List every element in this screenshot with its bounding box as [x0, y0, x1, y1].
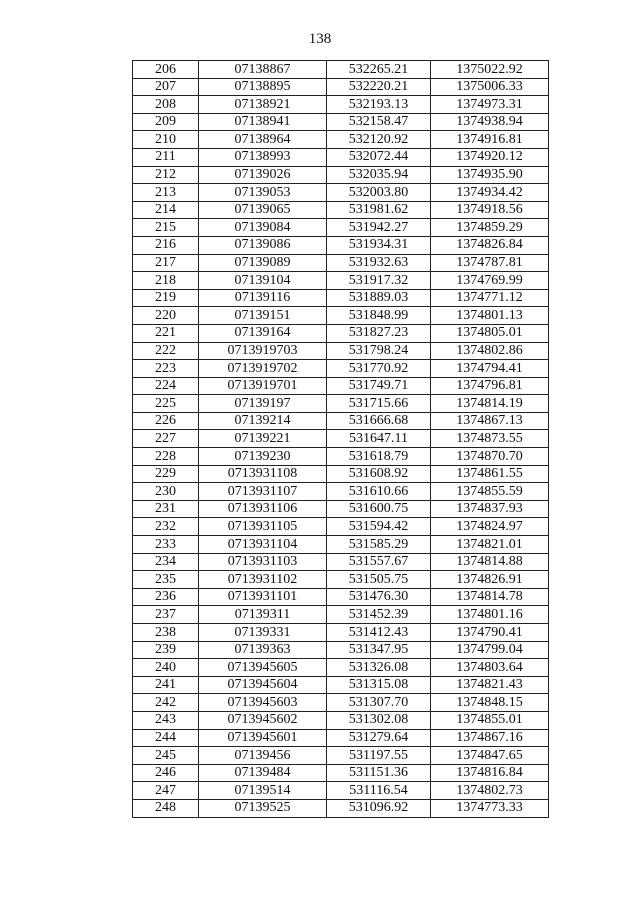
- table-row: [133, 395, 549, 413]
- y-coordinate-cell: 1374837.93: [431, 500, 549, 518]
- point-number-cell: 219: [133, 289, 199, 307]
- y-coordinate-cell: 1374814.78: [431, 588, 549, 606]
- table-row: [133, 272, 549, 290]
- x-coordinate-cell: 531197.55: [327, 747, 431, 765]
- y-coordinate-cell: 1374802.86: [431, 342, 549, 360]
- table-row: [133, 430, 549, 448]
- y-coordinate-cell: 1374803.64: [431, 659, 549, 677]
- point-number-cell: 226: [133, 412, 199, 430]
- table-row: [133, 342, 549, 360]
- point-number-cell: 215: [133, 219, 199, 237]
- x-coordinate-cell: 531505.75: [327, 571, 431, 589]
- point-id-cell: 07139197: [199, 395, 327, 413]
- x-coordinate-cell: 531798.24: [327, 342, 431, 360]
- y-coordinate-cell: 1374870.70: [431, 448, 549, 466]
- point-id-cell: 0713931107: [199, 483, 327, 501]
- x-coordinate-cell: 531600.75: [327, 500, 431, 518]
- x-coordinate-cell: 531326.08: [327, 659, 431, 677]
- table-row: [133, 571, 549, 589]
- y-coordinate-cell: 1374867.16: [431, 729, 549, 747]
- point-id-cell: 0713931104: [199, 536, 327, 554]
- y-coordinate-cell: 1374826.84: [431, 236, 549, 254]
- y-coordinate-cell: 1374847.65: [431, 747, 549, 765]
- table-row: [133, 113, 549, 131]
- table-row: [133, 412, 549, 430]
- point-number-cell: 223: [133, 360, 199, 378]
- x-coordinate-cell: 531279.64: [327, 729, 431, 747]
- point-id-cell: 0713931108: [199, 465, 327, 483]
- x-coordinate-cell: 531452.39: [327, 606, 431, 624]
- point-number-cell: 236: [133, 588, 199, 606]
- y-coordinate-cell: 1374773.33: [431, 799, 549, 817]
- table-row: [133, 184, 549, 202]
- y-coordinate-cell: 1374826.91: [431, 571, 549, 589]
- point-id-cell: 07138941: [199, 113, 327, 131]
- y-coordinate-cell: 1374805.01: [431, 324, 549, 342]
- x-coordinate-cell: 532220.21: [327, 78, 431, 96]
- x-coordinate-cell: 532035.94: [327, 166, 431, 184]
- x-coordinate-cell: 531647.11: [327, 430, 431, 448]
- point-id-cell: 07138895: [199, 78, 327, 96]
- y-coordinate-cell: 1374769.99: [431, 272, 549, 290]
- point-number-cell: 217: [133, 254, 199, 272]
- point-id-cell: 07138921: [199, 96, 327, 114]
- point-id-cell: 07139116: [199, 289, 327, 307]
- table-row: [133, 324, 549, 342]
- point-number-cell: 227: [133, 430, 199, 448]
- table-row: [133, 483, 549, 501]
- table-row: [133, 131, 549, 149]
- table-row: [133, 624, 549, 642]
- point-number-cell: 229: [133, 465, 199, 483]
- point-number-cell: 238: [133, 624, 199, 642]
- point-number-cell: 233: [133, 536, 199, 554]
- table-row: [133, 729, 549, 747]
- point-number-cell: 208: [133, 96, 199, 114]
- y-coordinate-cell: 1374848.15: [431, 694, 549, 712]
- y-coordinate-cell: 1374918.56: [431, 201, 549, 219]
- y-coordinate-cell: 1374867.13: [431, 412, 549, 430]
- point-id-cell: 07139151: [199, 307, 327, 325]
- table-row: [133, 377, 549, 395]
- table-row: [133, 694, 549, 712]
- table-row: [133, 747, 549, 765]
- point-number-cell: 230: [133, 483, 199, 501]
- page-number: 138: [308, 31, 332, 47]
- point-number-cell: 209: [133, 113, 199, 131]
- table-row: [133, 518, 549, 536]
- point-id-cell: 07139084: [199, 219, 327, 237]
- table-row: [133, 553, 549, 571]
- x-coordinate-cell: 531116.54: [327, 782, 431, 800]
- x-coordinate-cell: 531770.92: [327, 360, 431, 378]
- table-row: [133, 96, 549, 114]
- point-id-cell: 07139456: [199, 747, 327, 765]
- x-coordinate-cell: 531618.79: [327, 448, 431, 466]
- point-number-cell: 248: [133, 799, 199, 817]
- table-row: [133, 61, 549, 79]
- x-coordinate-cell: 531412.43: [327, 624, 431, 642]
- x-coordinate-cell: 531610.66: [327, 483, 431, 501]
- y-coordinate-cell: 1374801.13: [431, 307, 549, 325]
- point-id-cell: 0713931105: [199, 518, 327, 536]
- point-number-cell: 214: [133, 201, 199, 219]
- coordinates-table-container: [132, 60, 548, 818]
- point-number-cell: 211: [133, 148, 199, 166]
- table-row: [133, 641, 549, 659]
- y-coordinate-cell: 1374814.88: [431, 553, 549, 571]
- y-coordinate-cell: 1374794.41: [431, 360, 549, 378]
- point-id-cell: 07139026: [199, 166, 327, 184]
- y-coordinate-cell: 1374801.16: [431, 606, 549, 624]
- point-id-cell: 07138964: [199, 131, 327, 149]
- point-id-cell: 0713919701: [199, 377, 327, 395]
- point-id-cell: 07139089: [199, 254, 327, 272]
- x-coordinate-cell: 532158.47: [327, 113, 431, 131]
- y-coordinate-cell: 1374821.43: [431, 676, 549, 694]
- y-coordinate-cell: 1374790.41: [431, 624, 549, 642]
- table-row: [133, 782, 549, 800]
- x-coordinate-cell: 532072.44: [327, 148, 431, 166]
- point-id-cell: 07139484: [199, 764, 327, 782]
- point-number-cell: 231: [133, 500, 199, 518]
- y-coordinate-cell: 1374821.01: [431, 536, 549, 554]
- point-id-cell: 07138993: [199, 148, 327, 166]
- point-number-cell: 234: [133, 553, 199, 571]
- table-row: [133, 764, 549, 782]
- x-coordinate-cell: 532003.80: [327, 184, 431, 202]
- table-row: [133, 659, 549, 677]
- point-id-cell: 0713945605: [199, 659, 327, 677]
- point-id-cell: 0713945602: [199, 711, 327, 729]
- y-coordinate-cell: 1374916.81: [431, 131, 549, 149]
- point-number-cell: 213: [133, 184, 199, 202]
- x-coordinate-cell: 531151.36: [327, 764, 431, 782]
- point-id-cell: 07139221: [199, 430, 327, 448]
- x-coordinate-cell: 531096.92: [327, 799, 431, 817]
- point-number-cell: 222: [133, 342, 199, 360]
- point-id-cell: 07139214: [199, 412, 327, 430]
- point-id-cell: 07139086: [199, 236, 327, 254]
- x-coordinate-cell: 531585.29: [327, 536, 431, 554]
- x-coordinate-cell: 531302.08: [327, 711, 431, 729]
- y-coordinate-cell: 1374859.29: [431, 219, 549, 237]
- x-coordinate-cell: 531932.63: [327, 254, 431, 272]
- table-row: [133, 166, 549, 184]
- point-number-cell: 246: [133, 764, 199, 782]
- table-row: [133, 307, 549, 325]
- y-coordinate-cell: 1374814.19: [431, 395, 549, 413]
- point-number-cell: 237: [133, 606, 199, 624]
- point-id-cell: 0713945603: [199, 694, 327, 712]
- point-number-cell: 239: [133, 641, 199, 659]
- x-coordinate-cell: 531827.23: [327, 324, 431, 342]
- point-id-cell: 07139104: [199, 272, 327, 290]
- point-id-cell: 07138867: [199, 61, 327, 79]
- point-id-cell: 0713945604: [199, 676, 327, 694]
- point-id-cell: 0713931103: [199, 553, 327, 571]
- point-id-cell: 07139363: [199, 641, 327, 659]
- point-number-cell: 224: [133, 377, 199, 395]
- point-id-cell: 0713945601: [199, 729, 327, 747]
- y-coordinate-cell: 1374861.55: [431, 465, 549, 483]
- x-coordinate-cell: 531981.62: [327, 201, 431, 219]
- point-number-cell: 207: [133, 78, 199, 96]
- point-id-cell: 0713919703: [199, 342, 327, 360]
- x-coordinate-cell: 531347.95: [327, 641, 431, 659]
- table-body: [133, 61, 549, 818]
- x-coordinate-cell: 531666.68: [327, 412, 431, 430]
- y-coordinate-cell: 1375006.33: [431, 78, 549, 96]
- point-number-cell: 244: [133, 729, 199, 747]
- y-coordinate-cell: 1374873.55: [431, 430, 549, 448]
- table-row: [133, 448, 549, 466]
- point-number-cell: 228: [133, 448, 199, 466]
- point-number-cell: 206: [133, 61, 199, 79]
- x-coordinate-cell: 531476.30: [327, 588, 431, 606]
- table-row: [133, 536, 549, 554]
- table-row: [133, 360, 549, 378]
- table-row: [133, 201, 549, 219]
- table-row: [133, 711, 549, 729]
- y-coordinate-cell: 1374787.81: [431, 254, 549, 272]
- point-id-cell: 0713931102: [199, 571, 327, 589]
- x-coordinate-cell: 531942.27: [327, 219, 431, 237]
- x-coordinate-cell: 531307.70: [327, 694, 431, 712]
- table-row: [133, 799, 549, 817]
- point-id-cell: 0713931106: [199, 500, 327, 518]
- point-number-cell: 235: [133, 571, 199, 589]
- y-coordinate-cell: 1374771.12: [431, 289, 549, 307]
- point-number-cell: 232: [133, 518, 199, 536]
- x-coordinate-cell: 532265.21: [327, 61, 431, 79]
- y-coordinate-cell: 1374802.73: [431, 782, 549, 800]
- point-id-cell: 0713931101: [199, 588, 327, 606]
- y-coordinate-cell: 1374799.04: [431, 641, 549, 659]
- x-coordinate-cell: 531749.71: [327, 377, 431, 395]
- point-id-cell: 07139331: [199, 624, 327, 642]
- point-number-cell: 245: [133, 747, 199, 765]
- x-coordinate-cell: 531608.92: [327, 465, 431, 483]
- point-id-cell: 07139053: [199, 184, 327, 202]
- x-coordinate-cell: 531315.08: [327, 676, 431, 694]
- point-number-cell: 241: [133, 676, 199, 694]
- point-id-cell: 07139311: [199, 606, 327, 624]
- x-coordinate-cell: 531594.42: [327, 518, 431, 536]
- table-row: [133, 236, 549, 254]
- point-id-cell: 07139164: [199, 324, 327, 342]
- y-coordinate-cell: 1375022.92: [431, 61, 549, 79]
- point-number-cell: 212: [133, 166, 199, 184]
- point-id-cell: 07139514: [199, 782, 327, 800]
- y-coordinate-cell: 1374855.01: [431, 711, 549, 729]
- point-id-cell: 07139525: [199, 799, 327, 817]
- point-number-cell: 243: [133, 711, 199, 729]
- y-coordinate-cell: 1374935.90: [431, 166, 549, 184]
- point-number-cell: 247: [133, 782, 199, 800]
- x-coordinate-cell: 532193.13: [327, 96, 431, 114]
- y-coordinate-cell: 1374938.94: [431, 113, 549, 131]
- y-coordinate-cell: 1374973.31: [431, 96, 549, 114]
- x-coordinate-cell: 531889.03: [327, 289, 431, 307]
- y-coordinate-cell: 1374824.97: [431, 518, 549, 536]
- x-coordinate-cell: 531917.32: [327, 272, 431, 290]
- point-number-cell: 221: [133, 324, 199, 342]
- point-number-cell: 216: [133, 236, 199, 254]
- y-coordinate-cell: 1374920.12: [431, 148, 549, 166]
- table-row: [133, 606, 549, 624]
- table-row: [133, 78, 549, 96]
- point-id-cell: 0713919702: [199, 360, 327, 378]
- y-coordinate-cell: 1374934.42: [431, 184, 549, 202]
- point-number-cell: 242: [133, 694, 199, 712]
- table-row: [133, 676, 549, 694]
- point-id-cell: 07139065: [199, 201, 327, 219]
- table-row: [133, 465, 549, 483]
- x-coordinate-cell: 531848.99: [327, 307, 431, 325]
- y-coordinate-cell: 1374816.84: [431, 764, 549, 782]
- point-number-cell: 225: [133, 395, 199, 413]
- y-coordinate-cell: 1374855.59: [431, 483, 549, 501]
- y-coordinate-cell: 1374796.81: [431, 377, 549, 395]
- point-number-cell: 218: [133, 272, 199, 290]
- table-row: [133, 254, 549, 272]
- x-coordinate-cell: 531557.67: [327, 553, 431, 571]
- x-coordinate-cell: 531715.66: [327, 395, 431, 413]
- x-coordinate-cell: 532120.92: [327, 131, 431, 149]
- point-id-cell: 07139230: [199, 448, 327, 466]
- coordinates-table: [132, 60, 549, 818]
- point-number-cell: 220: [133, 307, 199, 325]
- table-row: [133, 148, 549, 166]
- point-number-cell: 240: [133, 659, 199, 677]
- point-number-cell: 210: [133, 131, 199, 149]
- table-row: [133, 219, 549, 237]
- table-row: [133, 588, 549, 606]
- x-coordinate-cell: 531934.31: [327, 236, 431, 254]
- table-row: [133, 500, 549, 518]
- table-row: [133, 289, 549, 307]
